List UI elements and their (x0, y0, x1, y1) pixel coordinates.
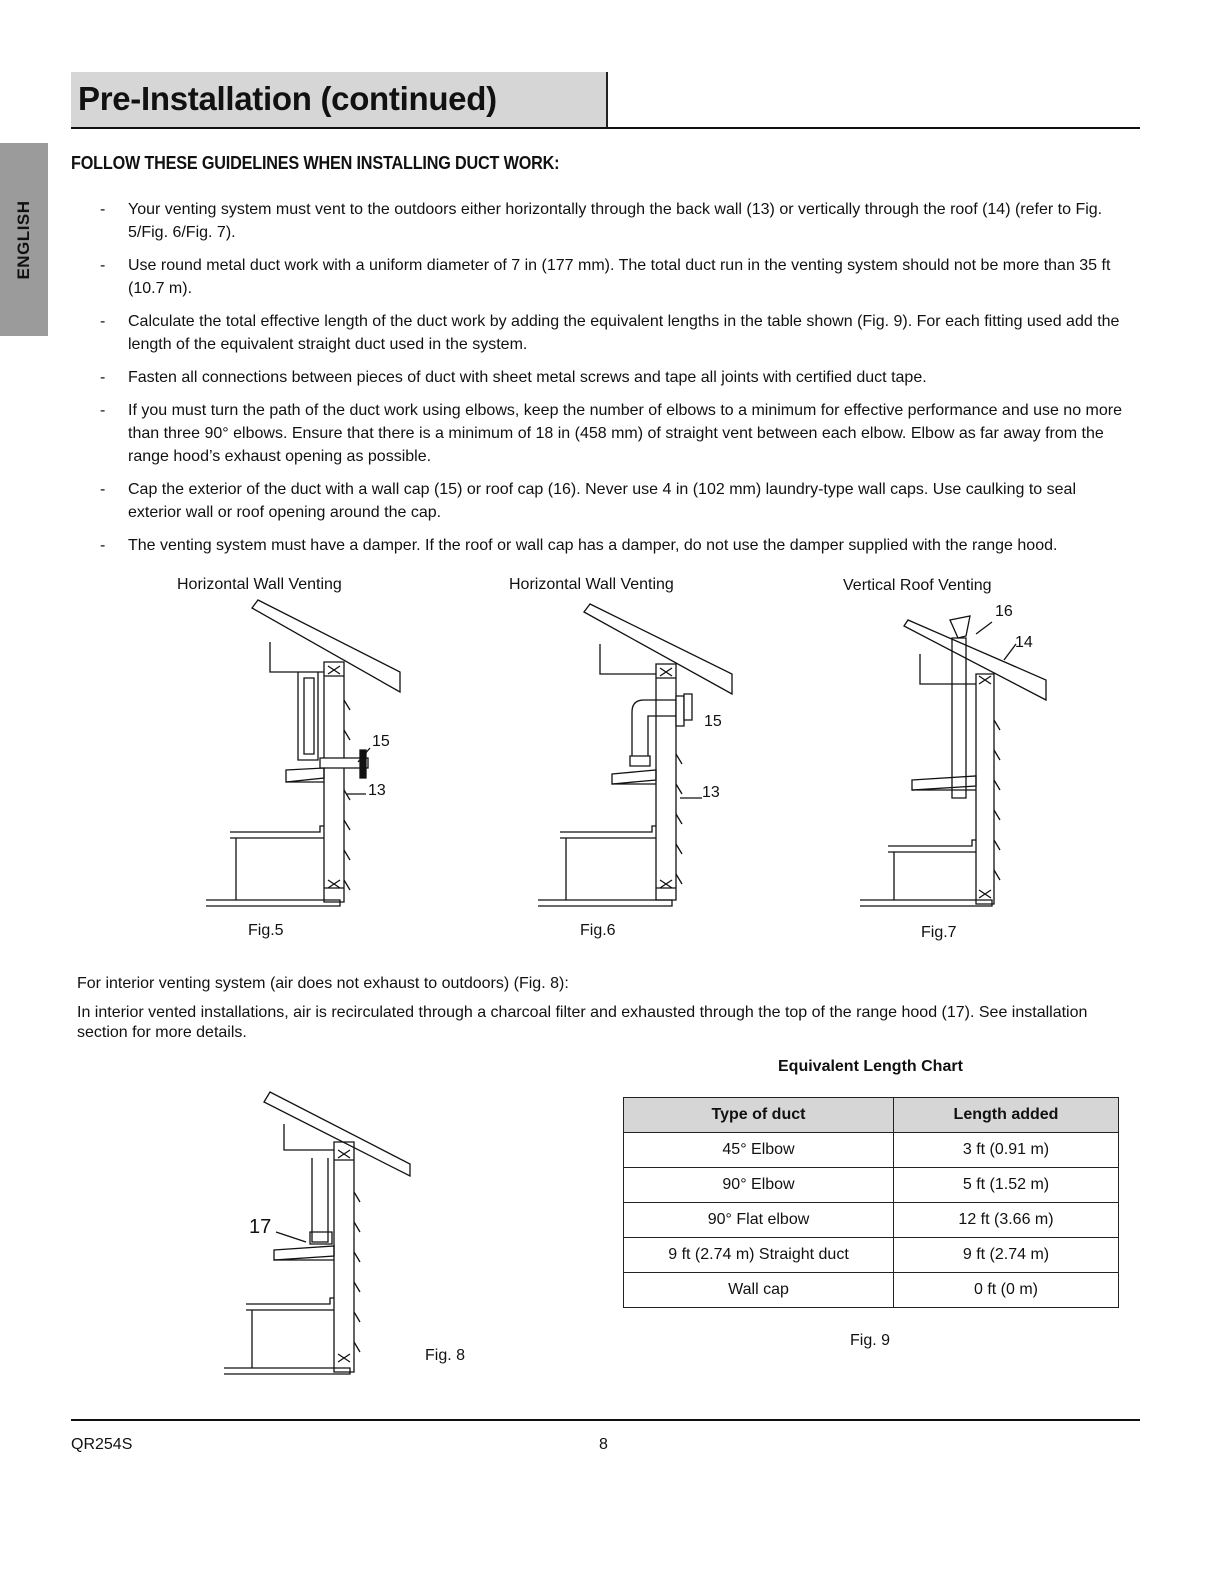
fig6-wall-venting-diagram (538, 604, 738, 909)
interior-venting-text: In interior vented installations, air is recirculated through a charcoal filter and exhausted through the top of the range hood (17). See installation section for more details. (77, 1004, 1088, 1041)
footer-rule (71, 1419, 1140, 1421)
table-cell: 0 ft (0 m) (894, 1273, 1119, 1308)
page-title: Pre-Installation (continued) (78, 80, 497, 117)
fig5-callout-13: 13 (368, 782, 386, 799)
table-cell: 3 ft (0.91 m) (894, 1133, 1119, 1168)
table-cell: 90° Flat elbow (624, 1203, 894, 1238)
guideline-list (100, 198, 1130, 567)
fig5-caption: Horizontal Wall Venting (177, 576, 342, 593)
fig8-callout-17: 17 (249, 1216, 272, 1238)
table-cell: 45° Elbow (624, 1133, 894, 1168)
page-number: 8 (599, 1436, 608, 1453)
fig7-caption: Vertical Roof Venting (843, 577, 992, 594)
table-cell: 90° Elbow (624, 1168, 894, 1203)
table-cell: 12 ft (3.66 m) (894, 1203, 1119, 1238)
table-row (624, 1238, 1119, 1273)
fig8-label: Fig. 8 (425, 1347, 466, 1364)
guideline-item: - Cap the exterior of the duct with a wall cap (15) or roof cap (16). Never use 4 in (102 mm) laundry-type wall caps. Use caulking to seal exterior wall or roof opening around the cap. (100, 478, 1130, 524)
fig7-callout-16: 16 (995, 603, 1013, 620)
guideline-item: - Use round metal duct work with a uniform diameter of 7 in (177 mm). The total duct run in the venting system should not be more than 35 ft (10.7 m). (100, 254, 1130, 300)
fig5-label: Fig.5 (248, 922, 284, 939)
footer-model-number: QR254S (71, 1436, 133, 1453)
interior-venting-intro: For interior venting system (air does not exhaust to outdoors) (Fig. 8): (77, 975, 569, 992)
chart-title: Equivalent Length Chart (778, 1058, 963, 1075)
section-heading: FOLLOW THESE GUIDELINES WHEN INSTALLING DUCT WORK: (71, 153, 560, 173)
fig7-roof-venting-diagram (858, 610, 1058, 910)
table-header-cell: Length added (894, 1098, 1119, 1133)
language-tab (0, 143, 48, 336)
guideline-item: - The venting system must have a damper. If the roof or wall cap has a damper, do not use the damper supplied with the range hood. (100, 534, 1130, 557)
table-row (624, 1168, 1119, 1203)
fig9-label: Fig. 9 (850, 1332, 891, 1349)
guideline-item: - If you must turn the path of the duct work using elbows, keep the number of elbows to a minimum for effective performance and use no more than three 90° elbows. Ensure that there is a minimum of 18 in (458 mm) of straight vent between each elbow. Elbow as far away from the range hood’s exhaust opening as possible. (100, 399, 1130, 468)
title-rule (71, 127, 1140, 129)
fig6-callout-13: 13 (702, 784, 720, 801)
fig7-label: Fig.7 (921, 924, 957, 941)
table-row (624, 1133, 1119, 1168)
equivalent-length-table (623, 1097, 1119, 1308)
table-header-cell: Type of duct (624, 1098, 894, 1133)
fig7-callout-14: 14 (1015, 634, 1033, 651)
fig5-callout-15: 15 (372, 733, 390, 750)
fig5-wall-venting-diagram (200, 600, 400, 910)
table-cell: 9 ft (2.74 m) (894, 1238, 1119, 1273)
table-row (624, 1273, 1119, 1308)
fig6-label: Fig.6 (580, 922, 616, 939)
fig6-callout-15: 15 (704, 713, 722, 730)
table-cell: 9 ft (2.74 m) Straight duct (624, 1238, 894, 1273)
fig6-caption: Horizontal Wall Venting (509, 576, 674, 593)
guideline-item: - Your venting system must vent to the outdoors either horizontally through the back wall (13) or vertically through the roof (14) (refer to Fig. 5/Fig. 6/Fig. 7). (100, 198, 1130, 244)
guideline-item: - Fasten all connections between pieces of duct with sheet metal screws and tape all joints with certified duct tape. (100, 366, 1130, 389)
language-tab-label: ENGLISH (14, 199, 33, 280)
table-cell: Wall cap (624, 1273, 894, 1308)
table-header-row (624, 1098, 1119, 1133)
table-cell: 5 ft (1.52 m) (894, 1168, 1119, 1203)
guideline-item: - Calculate the total effective length of the duct work by adding the equivalent lengths in the table shown (Fig. 9). For each fitting used add the length of the equivalent straight duct used in the system. (100, 310, 1130, 356)
table-row (624, 1203, 1119, 1238)
